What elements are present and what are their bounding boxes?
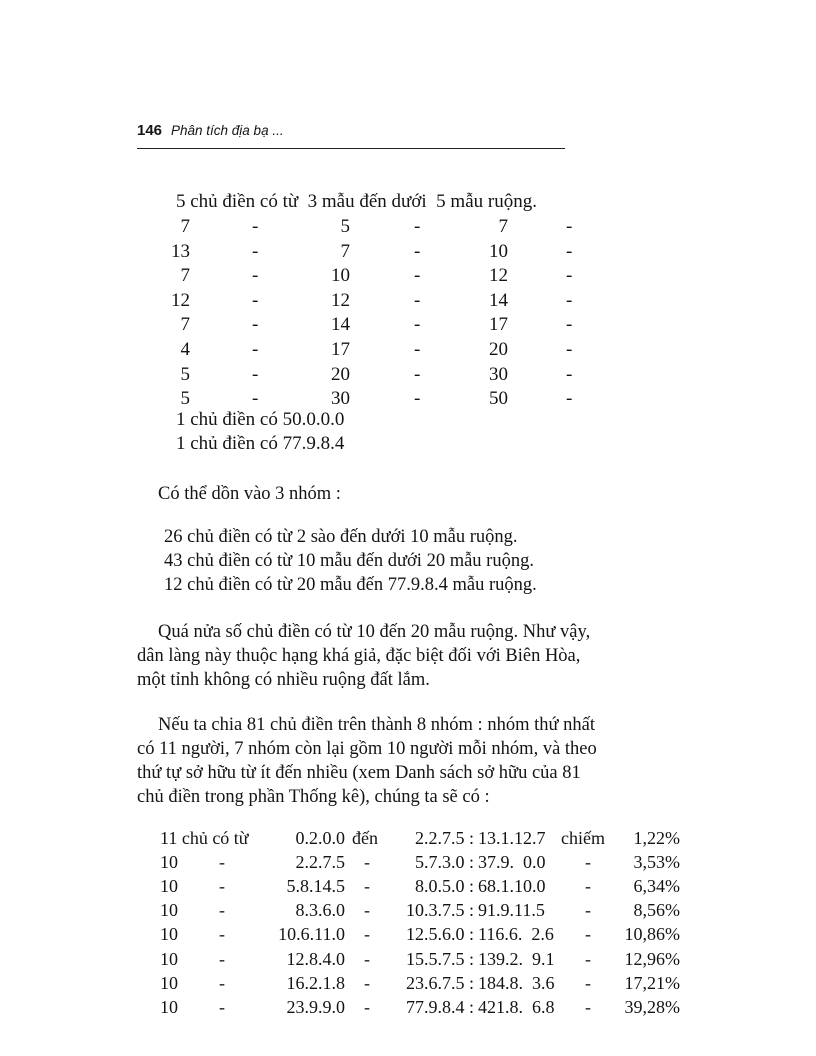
table1-cell-d1: - [252,265,259,287]
table2-cell-dash: - [219,996,225,1017]
table2-cell-sum: 68.1.10.0 [478,876,546,897]
table2-cell-sep2: - [585,924,591,945]
table2-cell-to: 12.5.6.0 : [405,924,474,945]
table2-cell-pct: 1,22% [633,828,680,848]
paragraph1-line-3: một tỉnh không có nhiều ruộng đất lắm. [137,670,430,690]
table1-cell-to: 12 [489,265,508,287]
table1-cell-d3: - [566,363,573,385]
table2-cell-from: 0.2.0.0 [295,828,345,848]
table2-cell-sep1: đến [352,828,378,848]
table2-cell-sum: 37.9. 0.0 [478,852,546,873]
table2-cell-pct: 17,21% [624,972,680,993]
table2-cell-to: 15.5.7.5 : [405,948,474,969]
table2-cell-pct: 10,86% [624,924,680,945]
table2-cell-sum: 421.8. 6.8 [478,996,555,1017]
table2-cell-to: 10.3.7.5 : [405,900,474,921]
table1-cell-d1: - [252,314,259,336]
table1-cell-d3: - [566,216,573,237]
table2-cell-from: 23.9.9.0 [286,996,345,1017]
table1-cell-count: 5 [180,363,190,385]
groups-intro: Có thể dồn vào 3 nhóm : [158,484,341,504]
table2-cell-dash: - [219,900,225,921]
paragraph2-line-2: có 11 người, 7 nhóm còn lại gồm 10 người mỗi nhóm, và theo [137,739,597,759]
table2-cell-pct: 39,28% [624,996,680,1017]
table2-cell-sep2: - [585,996,591,1017]
table1-cell-d1: - [252,339,259,360]
paragraph2-line-4: chủ điền trong phần Thống kê), chúng ta sẽ có : [137,787,490,807]
table1-cell-to: 50 [489,388,508,410]
table1-cell-from: 12 [331,289,350,311]
table1-cell-d3: - [566,289,573,311]
running-title: Phân tích địa bạ ... [171,123,284,138]
table1-cell-count: 12 [171,289,190,311]
paragraph1-line-1: Quá nửa số chủ điền có từ 10 đến 20 mẫu ruộng. Như vậy, [158,622,591,642]
table1-cell-count: 7 [180,265,190,287]
table2-cell-sum: 13.1.12.7 [478,828,546,848]
table1-cell-from: 5 [340,216,350,237]
table2-cell-dash: - [219,972,225,993]
table1-cell-d3: - [566,339,573,360]
table1-cell-d2: - [414,265,421,287]
table2-cell-count: 10 [160,852,178,873]
table2-cell-to: 2.2.7.5 : [414,828,474,848]
table1-cell-count: 13 [171,240,190,262]
table2-cell-sum: 116.6. 2.6 [478,924,554,945]
table2-cell-from: 5.8.14.5 [286,876,345,897]
table2-cell-sep2: - [585,972,591,993]
table2-cell-from: 16.2.1.8 [286,972,345,993]
table1-cell-d3: - [566,265,573,287]
table2-cell-from: 2.2.7.5 [295,852,345,873]
table1-cell-from: 20 [331,363,350,385]
table1-cell-d2: - [414,240,421,262]
table2-cell-pct: 12,96% [624,948,680,969]
paragraph1-line-2: dân làng này thuộc hạng khá giả, đặc biệt đối với Biên Hòa, [137,646,581,666]
table1-cell-from: 7 [340,240,350,262]
table2-cell-sep2: - [585,852,591,873]
page-number: 146 [137,122,163,139]
table2-cell-pct: 6,34% [633,876,680,897]
table2-cell-dash: - [219,948,225,969]
table2-cell-sep1: - [364,972,370,993]
table2-cell-dash: - [219,924,225,945]
table2-cell-from: 10.6.11.0 [278,924,345,945]
table2-cell-sep1: - [364,876,370,897]
table2-cell-sep1: - [364,924,370,945]
table2-cell-sum: 91.9.11.5 [478,900,545,921]
table1-cell-count: 7 [180,216,190,237]
table2-cell-sum: 139.2. 9.1 [478,948,555,969]
table2-cell-from: 8.3.6.0 [295,900,345,921]
table1-cell-d1: - [252,240,259,262]
table1-cell-to: 7 [498,216,508,237]
table2-cell-to: 77.9.8.4 : [405,996,474,1017]
table2-cell-pct: 8,56% [633,900,680,921]
table2-cell-count: 10 [160,900,178,921]
table2-cell-to: 8.0.5.0 : [414,876,474,897]
table2-cell-sep1: - [364,948,370,969]
table2-cell-count: 11 chủ có từ [160,828,249,848]
table1-cell-d3: - [566,388,573,410]
table2-cell-pct: 3,53% [633,852,680,873]
paragraph2-line-1: Nếu ta chia 81 chủ điền trên thành 8 nhóm : nhóm thứ nhất [158,715,595,735]
table2-cell-to: 5.7.3.0 : [414,852,474,873]
table1-cell-to: 30 [489,363,508,385]
table2-cell-sep2: - [585,900,591,921]
table2-cell-sep2: - [585,876,591,897]
table1-cell-d1: - [252,363,259,385]
table2-cell-sum: 184.8. 3.6 [478,972,555,993]
table1-cell-d2: - [414,388,421,410]
table1-cell-from: 10 [331,265,350,287]
paragraph2-line-3: thứ tự sở hữu từ ít đến nhiều (xem Danh sách sở hữu của 81 [137,763,581,783]
table2-cell-dash: - [219,876,225,897]
table1-cell-d2: - [414,363,421,385]
table1-cell-d3: - [566,314,573,336]
table1-extra-line-2: 1 chủ điền có 77.9.8.4 [176,433,345,454]
table2-cell-sep2: - [585,948,591,969]
table1-cell-count: 7 [180,314,190,336]
table2-cell-count: 10 [160,924,178,945]
table2-cell-to: 23.6.7.5 : [405,972,474,993]
table1-header-line: 5 chủ điền có từ 3 mẫu đến dưới 5 mẫu ruộng. [176,191,537,212]
table2-cell-sep1: - [364,900,370,921]
table1-cell-d1: - [252,289,259,311]
table1-cell-to: 10 [489,240,508,262]
group-line-1: 26 chủ điền có từ 2 sào đến dưới 10 mẫu ruộng. [164,527,518,547]
table2-cell-count: 10 [160,948,178,969]
table1-cell-count: 5 [180,388,190,410]
table1-extra-line-1: 1 chủ điền có 50.0.0.0 [176,409,345,430]
table1-cell-count: 4 [180,339,190,360]
group-line-2: 43 chủ điền có từ 10 mẫu đến dưới 20 mẫu ruộng. [164,551,534,571]
table1-cell-from: 30 [331,388,350,410]
table2-cell-sep2: chiếm [561,828,605,848]
table1-cell-to: 14 [489,289,508,311]
table1-cell-to: 17 [489,314,508,336]
table2-cell-from: 12.8.4.0 [286,948,345,969]
group-line-3: 12 chủ điền có từ 20 mẫu đến 77.9.8.4 mẫu ruộng. [164,575,537,595]
table1-cell-d3: - [566,240,573,262]
table1-cell-to: 20 [489,339,508,360]
table1-cell-d1: - [252,216,259,237]
table1-cell-d2: - [414,289,421,311]
table1-cell-from: 14 [331,314,350,336]
table2-cell-count: 10 [160,876,178,897]
table1-cell-d1: - [252,388,259,410]
table1-cell-d2: - [414,314,421,336]
table2-cell-sep1: - [364,852,370,873]
table1-cell-d2: - [414,339,421,360]
table2-cell-count: 10 [160,996,178,1017]
header-rule [137,148,565,149]
table2-cell-count: 10 [160,972,178,993]
table2-cell-sep1: - [364,996,370,1017]
table1-cell-d2: - [414,216,421,237]
table2-cell-dash: - [219,852,225,873]
table1-cell-from: 17 [331,339,350,360]
